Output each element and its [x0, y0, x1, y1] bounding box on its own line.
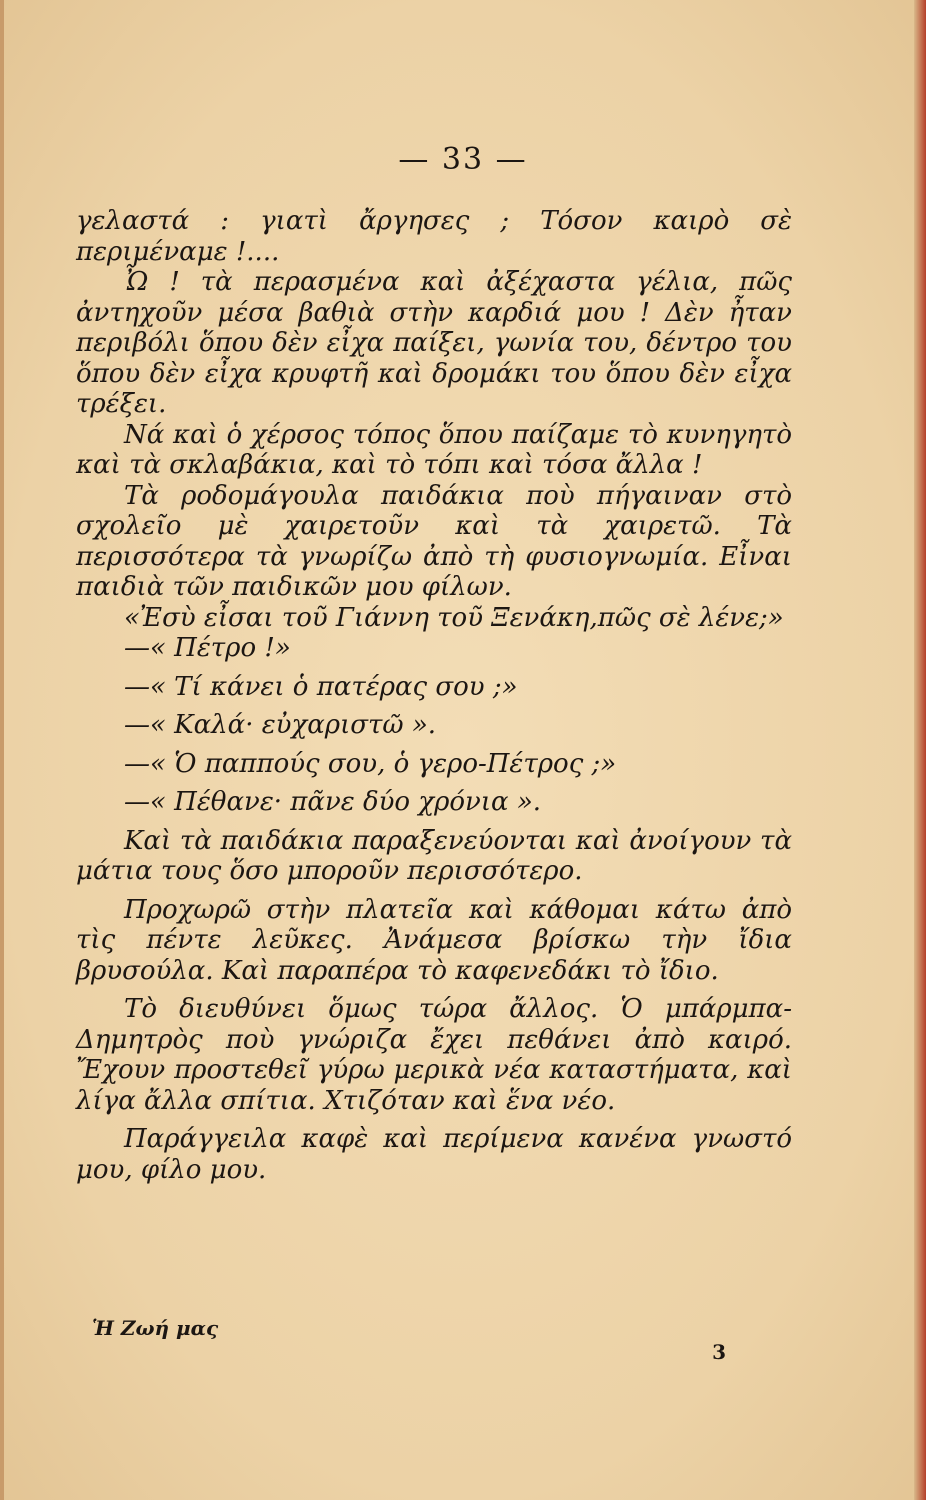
signature-number: 3 — [712, 1340, 726, 1364]
dialog-line: —« Πέτρο !» — [124, 633, 291, 663]
paragraph: Καὶ τὰ παιδάκια παραξενεύονται καὶ ἀνοίγουν τὰ μάτια τους ὅσο μποροῦν περισσότερο. — [76, 825, 792, 886]
dialog-line: «Ἐσὺ εἶσαι τοῦ Γιάννη τοῦ Ξενάκη,πῶς σὲ λένε;» — [124, 602, 784, 633]
paragraph: Ὦ ! τὰ περασμένα καὶ ἀξέχαστα γέλια, πῶς ἀντηχοῦν μέσα βαθιὰ στὴν καρδιά μου ! Δὲν ἦταν περιβόλι ὅπου δὲν εἶχα παίξει, γωνία του, δέντρο του ὅπου δὲν εἶχα κρυφτῆ καὶ δρομάκι του ὅπου δὲν εἶχα τρέξει. — [76, 267, 792, 419]
paragraph: Νά καὶ ὁ χέρσος τόπος ὅπου παίζαμε τὸ κυνηγητὸ καὶ τὰ σκλαβάκια, καὶ τὸ τόπι καὶ τόσα ἄλλα ! — [76, 419, 792, 480]
body-text — [76, 206, 792, 1185]
dialog-line: —« Καλά· εὐχαριστῶ ». — [124, 710, 437, 740]
page-number: — 33 — — [398, 142, 528, 177]
page-left-edge — [0, 0, 4, 1500]
dialog-line: —« Πέθανε· πᾶνε δύο χρόνια ». — [124, 787, 542, 817]
paragraph: Τὸ διευθύνει ὅμως τώρα ἄλλος. Ὁ μπάρμπα-Δημητρὸς ποὺ γνώριζα ἔχει πεθάνει ἀπὸ καιρό. Ἔχουν προστεθεῖ γύρω μερικὰ νέα καταστήματα, καὶ λίγα ἄλλα σπίτια. Χτιζόταν καὶ ἕνα νέο. — [76, 994, 792, 1116]
dialog-line: —« Τί κάνει ὁ πατέρας σου ;» — [124, 671, 518, 702]
dialog-line: —« Ὁ παππούς σου, ὁ γερο-Πέτρος ;» — [124, 748, 617, 779]
paragraph: Τὰ ροδομάγουλα παιδάκια ποὺ πήγαιναν στὸ σχολεῖο μὲ χαιρετοῦν καὶ τὰ χαιρετῶ. Τὰ περισσότερα τὰ γνωρίζω ἀπὸ τὴ φυσιογνωμία. Εἶναι παιδιὰ τῶν παιδικῶν μου φίλων. — [76, 480, 792, 602]
paragraph: Παράγγειλα καφὲ καὶ περίμενα κανένα γνωστό μου, φίλο μου. — [76, 1124, 792, 1185]
paragraph: γελαστά : γιατὶ ἄργησες ; Τόσον καιρὸ σὲ περιμέναμε !.... — [76, 206, 792, 267]
page-right-edge — [914, 0, 926, 1500]
paragraph: Προχωρῶ στὴν πλατεῖα καὶ κάθομαι κάτω ἀπὸ τὶς πέντε λεῦκες. Ἀνάμεσα βρίσκω τὴν ἴδια βρυσούλα. Καὶ παραπέρα τὸ καφενεδάκι τὸ ἴδιο. — [76, 894, 792, 986]
signature-title: Ἡ Ζωή μας — [92, 1316, 219, 1340]
